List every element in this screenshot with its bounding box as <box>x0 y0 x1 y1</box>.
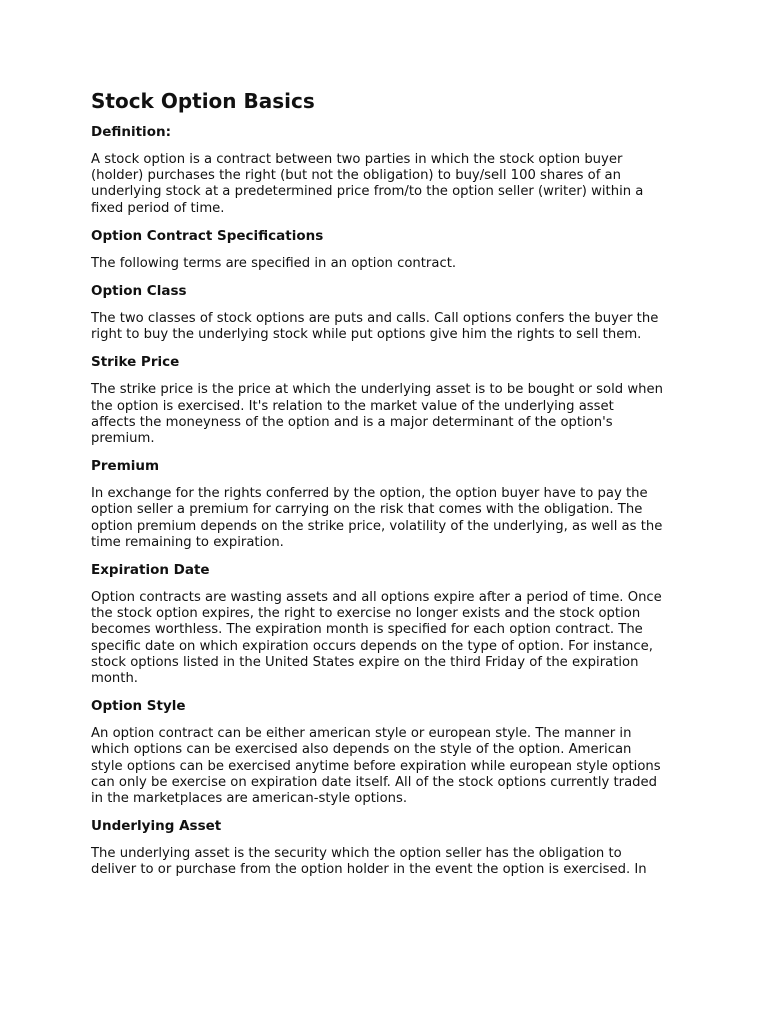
paragraph-line: premium. <box>91 431 155 447</box>
paragraph-line: which options can be exercised also depends on the style of the option. American <box>91 742 632 758</box>
paragraph-line: the stock option expires, the right to exercise no longer exists and the stock option <box>91 606 641 622</box>
section-heading: Definition: <box>91 124 171 140</box>
paragraph-line: An option contract can be either american style or european style. The manner in <box>91 726 632 742</box>
paragraph-line: The underlying asset is the security which the option seller has the obligation to <box>91 846 622 862</box>
section-heading: Option Style <box>91 698 186 715</box>
paragraph-line: stock options listed in the United States expire on the third Friday of the expiration <box>91 654 639 670</box>
paragraph-line: right to buy the underlying stock while put options give him the rights to sell them. <box>91 327 642 343</box>
paragraph-line: Option contracts are wasting assets and all options expire after a period of time. Once <box>91 590 662 606</box>
paragraph-line: (holder) purchases the right (but not the obligation) to buy/sell 100 shares of an <box>91 168 621 184</box>
paragraph-line: deliver to or purchase from the option holder in the event the option is exercised. In <box>91 862 647 878</box>
paragraph-line: time remaining to expiration. <box>91 534 284 550</box>
section-heading: Underlying Asset <box>91 818 222 835</box>
paragraph-line: in the marketplaces are american-style options. <box>91 791 408 807</box>
section-paragraph <box>91 382 691 447</box>
section-heading: Expiration Date <box>91 562 210 579</box>
paragraph-line: underlying stock at a predetermined price from/to the option seller (writer) within a <box>91 184 644 200</box>
section-heading: Strike Price <box>91 354 180 371</box>
section-paragraph <box>91 152 691 217</box>
paragraph-line: option premium depends on the strike price, volatility of the underlying, as well as the <box>91 518 663 534</box>
section-paragraph <box>91 486 691 551</box>
paragraph-line: The following terms are specified in an option contract. <box>91 255 457 271</box>
paragraph-line: specific date on which expiration occurs depends on the type of option. For instance, <box>91 638 653 654</box>
page-title: Stock Option Basics <box>91 89 315 113</box>
section-paragraph <box>91 726 691 807</box>
paragraph-line: The two classes of stock options are puts and calls. Call options confers the buyer the <box>91 311 659 327</box>
paragraph-line: month. <box>91 671 138 687</box>
paragraph-line: can only be exercise on expiration date itself. All of the stock options currently traded <box>91 774 658 790</box>
section-paragraph <box>91 311 691 343</box>
document-body <box>91 123 691 879</box>
paragraph-line: A stock option is a contract between two parties in which the stock option buyer <box>91 152 623 167</box>
section-heading: Option Class <box>91 283 187 300</box>
paragraph-line: becomes worthless. The expiration month is specified for each option contract. The <box>91 622 643 638</box>
paragraph-line: style options can be exercised anytime before expiration while european style options <box>91 758 661 774</box>
section-paragraph <box>91 256 691 272</box>
paragraph-line: the option is exercised. It's relation to the market value of the underlying asset <box>91 398 614 414</box>
section-heading: Premium <box>91 458 160 475</box>
document-page <box>91 86 691 889</box>
paragraph-line: The strike price is the price at which the underlying asset is to be bought or sold when <box>91 382 663 398</box>
paragraph-line: In exchange for the rights conferred by the option, the option buyer have to pay the <box>91 486 648 502</box>
section-paragraph <box>91 590 691 687</box>
paragraph-line: option seller a premium for carrying on the risk that comes with the obligation. The <box>91 502 643 518</box>
paragraph-line: affects the moneyness of the option and is a major determinant of the option's <box>91 414 613 430</box>
paragraph-line: fixed period of time. <box>91 200 225 216</box>
section-paragraph <box>91 846 691 878</box>
section-heading: Option Contract Specifications <box>91 227 324 244</box>
